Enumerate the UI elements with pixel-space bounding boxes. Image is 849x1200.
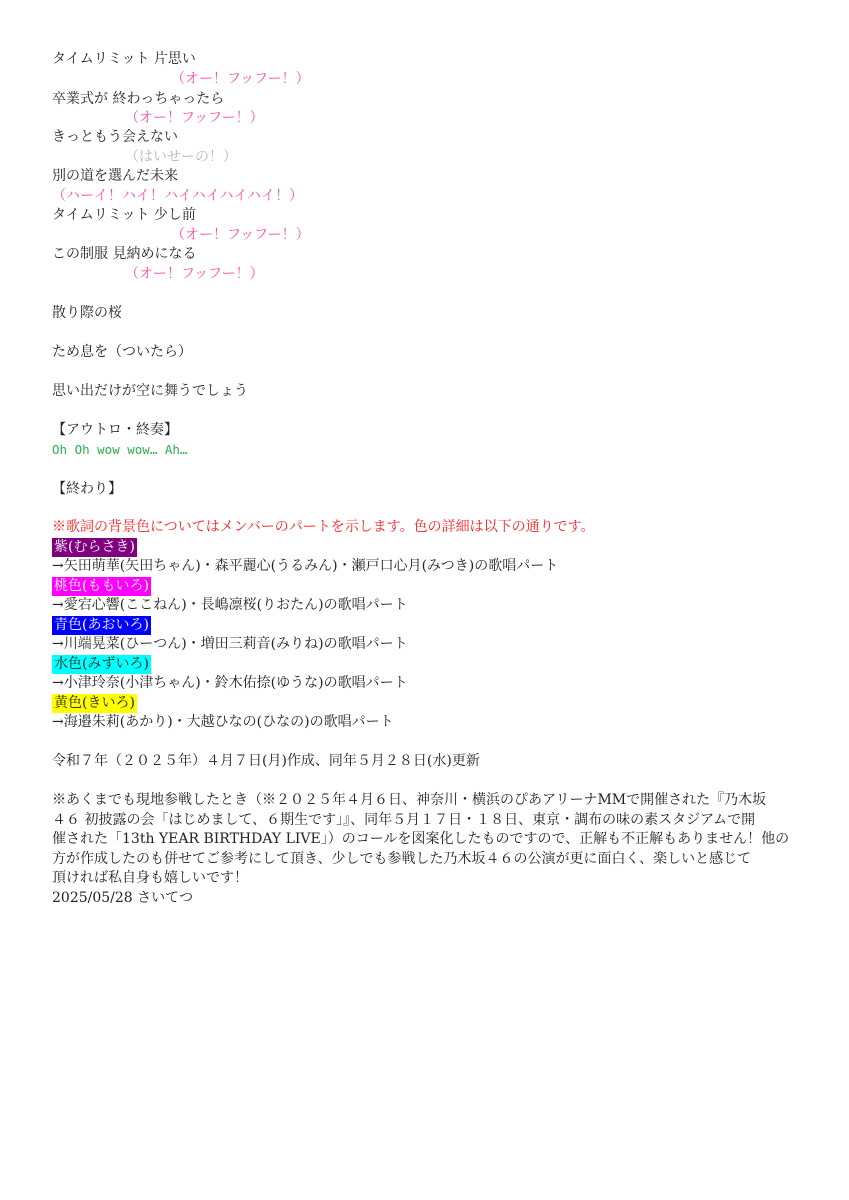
lyric-line: きっともう会えない bbox=[52, 129, 178, 145]
call-line: （オー！フッフー！） bbox=[125, 110, 264, 126]
outro-line: Oh Oh wow wow… Ah… bbox=[52, 442, 188, 457]
lyric-line: この制服 見納めになる bbox=[52, 246, 197, 262]
lyric-line: タイムリミット 少し前 bbox=[52, 207, 196, 223]
call-line: （オー！フッフー！） bbox=[125, 266, 264, 282]
disclaimer-line: ４６ 初披露の会「はじめまして、６期生です」』、同年５月１７日・１８日、東京・調布の味の素スタジアムで開 bbox=[52, 812, 756, 828]
legend-color-cyan bbox=[52, 654, 151, 674]
call-line: （オー！フッフー！） bbox=[171, 227, 310, 243]
color-badge: 青色(あおいろ) bbox=[54, 617, 149, 633]
legend-members: →川端晃菜(ひーつん)・増田三莉音(みりね)の歌唱パート bbox=[52, 636, 408, 652]
legend-members: →海邉朱莉(あかり)・大越ひなの(ひなの)の歌唱パート bbox=[52, 714, 394, 730]
call-line: （ハーイ！ハイ！ハイハイハイハイ！） bbox=[52, 188, 304, 204]
disclaimer-line: 頂ければ私自身も嬉しいです！ bbox=[52, 870, 248, 886]
lyric-line: ため息を（ついたら） bbox=[52, 344, 192, 360]
legend-color-blue bbox=[52, 615, 151, 635]
lyric-line: 別の道を選んだ未来 bbox=[52, 168, 178, 184]
legend-members: →矢田萌華(矢田ちゃん)・森平麗心(うるみん)・瀬戸口心月(みつき)の歌唱パート bbox=[52, 558, 559, 574]
date-line: 令和７年（２０２５年）４月７日(月)作成、同年５月２８日(水)更新 bbox=[52, 753, 480, 769]
color-badge: 紫(むらさき) bbox=[54, 539, 135, 555]
disclaimer-line: 方が作成したのも併せてご参考にして頂き、少しでも参戦した乃木坂４６の公演が更に面白く、楽しいと感じて bbox=[52, 851, 752, 867]
lyric-line: 卒業式が 終わっちゃったら bbox=[52, 91, 225, 107]
legend-members: →愛宕心響(ここねん)・長嶋凛桜(りおたん)の歌唱パート bbox=[52, 597, 408, 613]
legend-color-yellow bbox=[52, 693, 137, 713]
color-badge: 水色(みずいろ) bbox=[54, 656, 149, 672]
call-line: （はいせーの！） bbox=[125, 149, 237, 165]
disclaimer-line: 催された「13th YEAR BIRTHDAY LIVE」）のコールを図案化したものですので、正解も不正解もありません！他の bbox=[52, 831, 790, 847]
legend-color-purple bbox=[52, 537, 137, 557]
legend-color-pink bbox=[52, 576, 151, 596]
lyric-line: 思い出だけが空に舞うでしょう bbox=[52, 383, 248, 399]
lyric-line: 散り際の桜 bbox=[52, 305, 122, 321]
color-badge: 黄色(きいろ) bbox=[54, 695, 135, 711]
signature: 2025/05/28 さいてつ bbox=[52, 890, 194, 906]
legend-members: →小津玲奈(小津ちゃん)・鈴木佑捺(ゆうな)の歌唱パート bbox=[52, 675, 408, 691]
call-line: （オー！フッフー！） bbox=[171, 71, 310, 87]
end-heading: 【終わり】 bbox=[52, 481, 122, 497]
outro-heading: 【アウトロ・終奏】 bbox=[52, 422, 178, 438]
color-badge: 桃色(ももいろ) bbox=[54, 578, 149, 594]
disclaimer-line: ※あくまでも現地参戦したとき（※２０２５年４月６日、神奈川・横浜のぴあアリーナMMで開催された『乃木坂 bbox=[52, 792, 767, 808]
legend-note: ※歌詞の背景色についてはメンバーのパートを示します。色の詳細は以下の通りです。 bbox=[52, 519, 595, 535]
lyric-line: タイムリミット 片思い bbox=[52, 51, 196, 67]
